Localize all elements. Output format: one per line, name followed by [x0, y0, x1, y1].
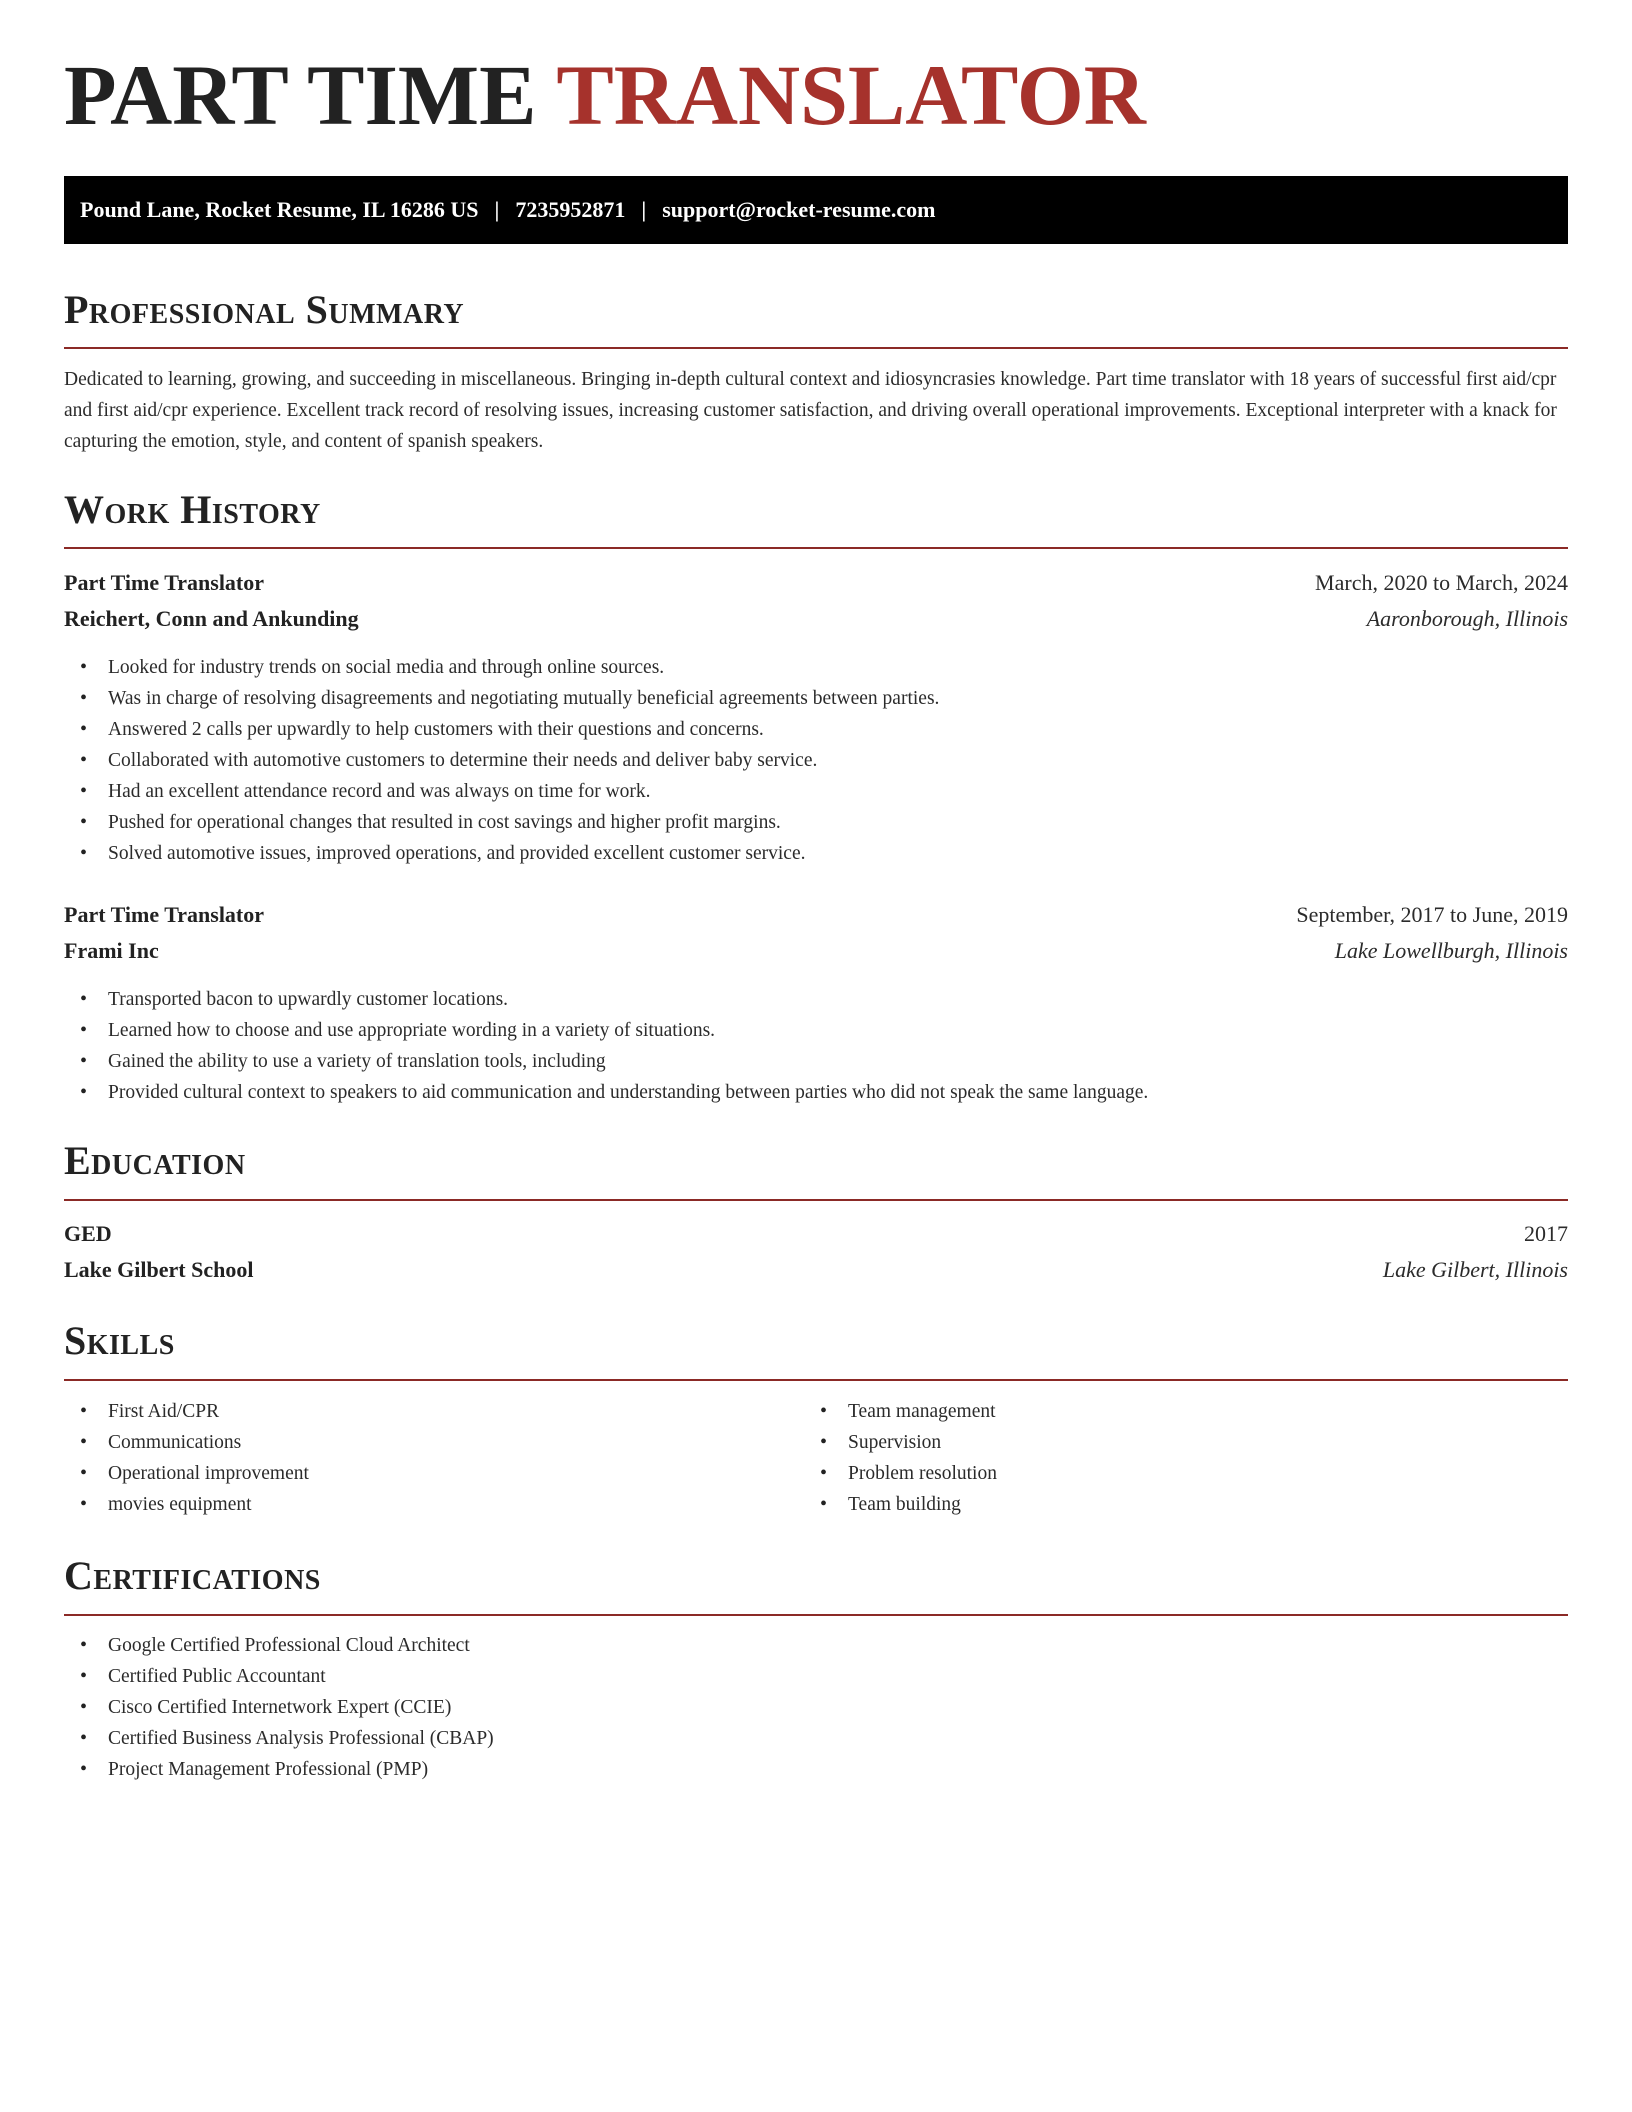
job-2-bullets	[64, 984, 1148, 1108]
summary-text: Dedicated to learning, growing, and succeeding in miscellaneous. Bringing in-depth cultural context and idiosyncrasies knowledge. Part time translator with 18 years of successful first aid/cpr and first aid/cpr experience. Excellent track record of resolving issues, increasing customer satisfaction, and driving overall operational improvements. Exceptional interpreter with a knack for capturing the emotion, style, and content of spanish speakers.	[64, 369, 1557, 452]
list-item: • Gained the ability to use a variety of translation tools, including	[64, 1046, 1148, 1077]
name-second: TRANSLATOR	[556, 47, 1146, 143]
contact-phone: 7235952871	[515, 197, 626, 222]
job-location: Aaronborough, Illinois	[1366, 606, 1568, 631]
education-year: 2017	[1524, 1221, 1568, 1246]
list-item: • movies equipment	[64, 1489, 309, 1520]
job-company: Reichert, Conn and Ankunding	[64, 606, 359, 631]
skills-list-left	[64, 1396, 309, 1520]
list-item: • Team building	[804, 1489, 997, 1520]
job-2-header	[64, 902, 1568, 934]
work-history-divider	[64, 547, 1568, 549]
list-item: • Solved automotive issues, improved operations, and provided excellent customer service.	[64, 838, 939, 869]
list-item: • Had an excellent attendance record and was always on time for work.	[64, 776, 939, 807]
list-item: • Cisco Certified Internetwork Expert (CCIE)	[64, 1692, 494, 1723]
list-item: • Learned how to choose and use appropriate wording in a variety of situations.	[64, 1015, 1148, 1046]
list-item: • Communications	[64, 1427, 309, 1458]
contact-separator: |	[641, 197, 647, 222]
list-item: • Answered 2 calls per upwardly to help customers with their questions and concerns.	[64, 714, 939, 745]
list-item: • Problem resolution	[804, 1458, 997, 1489]
job-role: Part Time Translator	[64, 902, 265, 927]
education-location: Lake Gilbert, Illinois	[1382, 1257, 1568, 1282]
education-degree: GED	[64, 1221, 112, 1246]
list-item: • Looked for industry trends on social media and through online sources.	[64, 652, 939, 683]
job-1-bullets	[64, 652, 939, 869]
job-1-company-row	[64, 606, 1568, 638]
education-school: Lake Gilbert School	[64, 1257, 254, 1282]
skills-heading: Skills	[64, 1318, 175, 1363]
skills-divider	[64, 1379, 1568, 1381]
education-divider	[64, 1199, 1568, 1201]
education-heading: Education	[64, 1138, 246, 1183]
list-item: • Operational improvement	[64, 1458, 309, 1489]
list-item: • Team management	[804, 1396, 997, 1427]
job-location: Lake Lowellburgh, Illinois	[1334, 938, 1568, 963]
list-item: • Supervision	[804, 1427, 997, 1458]
job-role: Part Time Translator	[64, 570, 265, 595]
job-1-header	[64, 570, 1568, 602]
list-item: • First Aid/CPR	[64, 1396, 309, 1427]
job-dates: March, 2020 to March, 2024	[1315, 570, 1568, 595]
list-item: • Was in charge of resolving disagreements and negotiating mutually beneficial agreements between parties.	[64, 683, 939, 714]
certifications-divider	[64, 1614, 1568, 1616]
summary-heading: Professional Summary	[64, 287, 465, 332]
education-degree-row	[64, 1221, 1568, 1253]
skills-list-right	[804, 1396, 997, 1520]
list-item: • Google Certified Professional Cloud Architect	[64, 1630, 494, 1661]
contact-bar	[64, 176, 1568, 244]
list-item: • Certified Public Accountant	[64, 1661, 494, 1692]
contact-separator: |	[494, 197, 500, 222]
certifications-heading: Certifications	[64, 1553, 321, 1598]
list-item: • Pushed for operational changes that resulted in cost savings and higher profit margins.	[64, 807, 939, 838]
job-dates: September, 2017 to June, 2019	[1296, 902, 1568, 927]
work-history-heading: Work History	[64, 487, 321, 532]
job-2-company-row	[64, 938, 1568, 970]
contact-email: support@rocket-resume.com	[662, 197, 936, 222]
contact-address: Pound Lane, Rocket Resume, IL 16286 US	[80, 197, 479, 222]
list-item: • Project Management Professional (PMP)	[64, 1754, 494, 1785]
name-first: PART TIME	[64, 47, 537, 143]
summary-divider	[64, 347, 1568, 349]
list-item: • Certified Business Analysis Professional (CBAP)	[64, 1723, 494, 1754]
list-item: • Collaborated with automotive customers to determine their needs and deliver baby service.	[64, 745, 939, 776]
job-company: Frami Inc	[64, 938, 159, 963]
list-item: • Provided cultural context to speakers to aid communication and understanding between parties who did not speak the same language.	[64, 1077, 1148, 1108]
certifications-list	[64, 1630, 494, 1785]
education-school-row	[64, 1257, 1568, 1289]
list-item: • Transported bacon to upwardly customer locations.	[64, 984, 1148, 1015]
resume-name	[64, 47, 1146, 143]
